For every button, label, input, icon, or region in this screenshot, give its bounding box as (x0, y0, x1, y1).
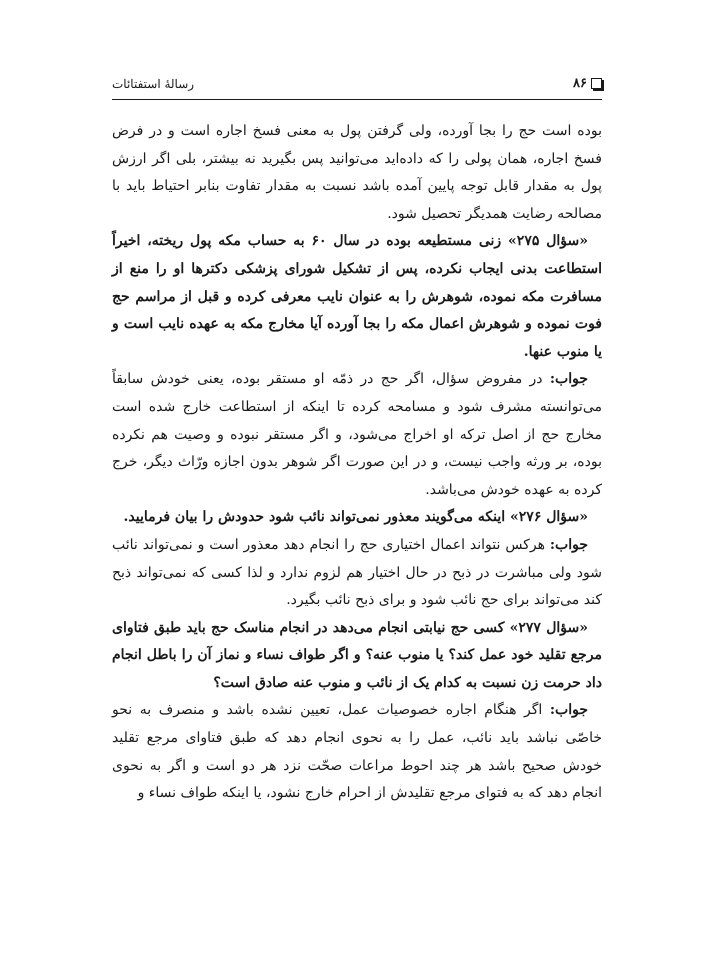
question-label: «سؤال ۲۷۵» (508, 233, 588, 250)
answer-paragraph (112, 532, 602, 615)
answer-text: بوده است حج را بجا آورده، ولی گرفتن پول به معنی فسخ اجاره است و در فرض فسخ اجاره، همان پولی را که داده‌اید می‌توانید پس بگیرید نه بیشتر، بلی اگر ارزش پول به مقدار قابل توجه پایین آمده باشد نسبت به مقدار تفاوت بنابر احتیاط باید با مصالحه رضایت همدیگر تحصیل شود. (112, 123, 602, 222)
answer-text: هرکس نتواند اعمال اختیاری حج را انجام دهد معذور است و نمی‌تواند نائب شود ولی مباشرت در ذبح در حال اختیار هم لزوم ندارد و لذا کسی که نمی‌تواند ذبح کند می‌تواند برای حج نائب شود و برای ذبح نائب بگیرد. (112, 536, 602, 609)
question-text: کسی حج نیابتی انجام می‌دهد در انجام مناسک حج باید طبق فتاوای مرجع تقلید خود عمل کند؟ یا منوب عنه؟ و اگر طواف نساء و نماز آن را باطل انجام داد حرمت زن نسبت به کدام یک از نائب و منوب عنه صادق است؟ (112, 619, 602, 691)
page-header (112, 74, 602, 96)
answer-paragraph (112, 697, 602, 807)
question-paragraph (112, 504, 602, 532)
answer-text: در مفروض سؤال، اگر حج در ذمّه او مستقر بوده، یعنی خودش سابقاً می‌توانسته مشرف شود و مسامحه کرده تا اینکه از استطاعت خارج شده است مخارج حج از اصل ترکه او اخراج می‌شود، و اگر مستقر نبوده و وصیت هم نکرده بوده، بر ورثه واجب نیست، و در این صورت اگر شوهر بدون اجازه ورّاث دیگر، خرج کرده به عهده خودش می‌باشد. (112, 371, 602, 498)
page-number-text: ۸۶ (573, 76, 587, 91)
answer-label: جواب: (549, 536, 588, 553)
answer-paragraph (112, 118, 602, 228)
answer-label: جواب: (549, 371, 588, 388)
answer-text: اگر هنگام اجاره خصوصیات عمل، تعیین نشده باشد و منصرف به نحو خاصّی نباشد باید نائب، عمل را به نحوی انجام دهد که طبق فتاوای مرجع تقلید خودش صحیح باشد هر چند احوط مراعات صحّت نزد هر دو است و اگر به نحوی انجام دهد که به فتوای مرجع تقلیدش از احرام خارج نشود، یا اینکه طواف نساء و (112, 702, 602, 802)
page-number (573, 76, 602, 91)
answer-label: جواب: (549, 702, 589, 719)
question-label: «سؤال ۲۷۷» (509, 619, 588, 636)
question-text: زنی مستطیعه بوده در سال ۶۰ به حساب مکه پول ریخته، اخیراً استطاعت بدنی ایجاب نکرده، پس از تشکیل شورای پزشکی دکترها او را منع از مسافرت مکه نموده، شوهرش را به عنوان نایب معرفی کرده و قبل از مراسم حج فوت نموده و شوهرش اعمال مکه را بجا آورده آیا مخارج مکه به عهده نایب است و یا منوب عنها. (112, 233, 602, 360)
header-rule (112, 99, 602, 100)
page-body (112, 118, 602, 808)
question-paragraph (112, 615, 602, 698)
question-text: اینکه می‌گویند معذور نمی‌تواند نائب شود حدودش را بیان فرمایید. (123, 509, 506, 526)
square-icon (591, 78, 602, 89)
running-title: رسالهٔ استفتائات (112, 77, 195, 91)
question-paragraph (112, 228, 602, 366)
answer-paragraph (112, 366, 602, 504)
question-label: «سؤال ۲۷۶» (510, 509, 588, 526)
